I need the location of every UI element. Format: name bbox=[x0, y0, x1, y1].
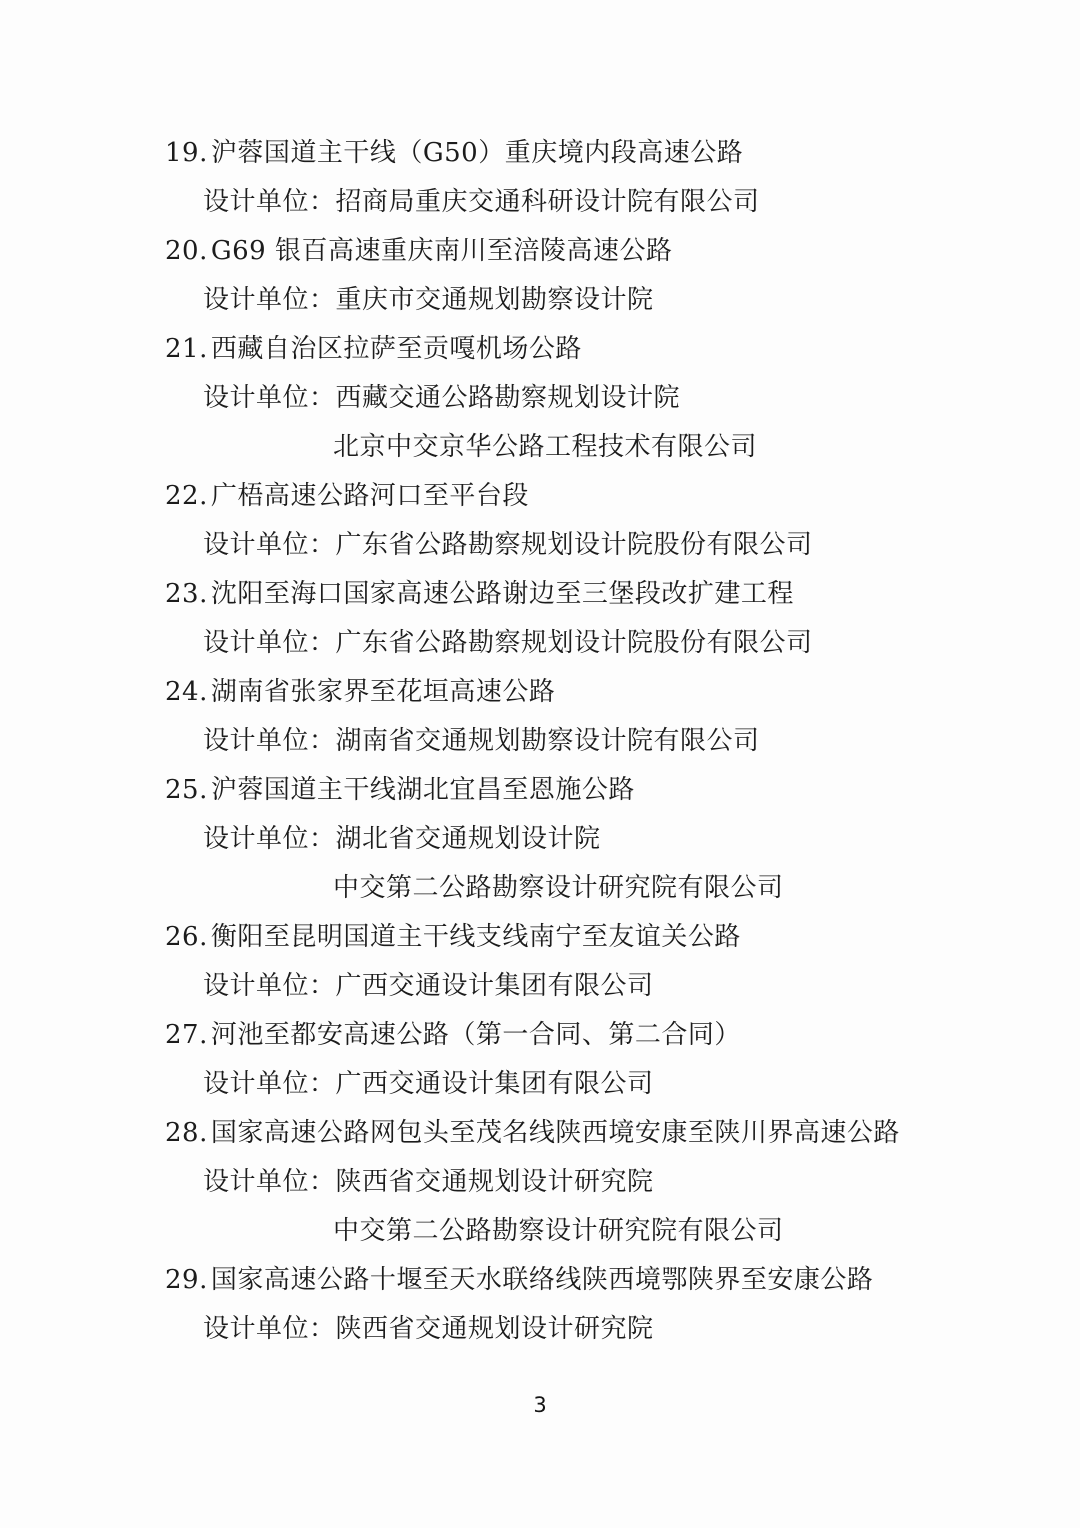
designer-label: 设计单位： bbox=[203, 628, 336, 658]
designer-name: 西藏交通公路勘察规划设计院 bbox=[335, 383, 681, 413]
designer-name: 湖北省交通规划设计院 bbox=[335, 824, 601, 854]
item-number: 29. bbox=[165, 1265, 208, 1295]
project-title-line bbox=[165, 766, 1040, 815]
item-title: 西藏自治区拉萨至贡嘎机场公路 bbox=[210, 334, 582, 364]
designer-continuation-line bbox=[165, 423, 1040, 472]
list-item bbox=[165, 913, 1040, 1011]
item-number: 27. bbox=[165, 1020, 208, 1050]
project-title-line bbox=[165, 1109, 1040, 1158]
project-title-line bbox=[165, 129, 1040, 178]
designer-label: 设计单位： bbox=[203, 726, 336, 756]
item-title: 衡阳至昆明国道主干线支线南宁至友谊关公路 bbox=[210, 922, 741, 952]
project-list bbox=[165, 129, 1040, 1354]
designer-name: 重庆市交通规划勘察设计院 bbox=[335, 285, 654, 315]
list-item bbox=[165, 472, 1040, 570]
list-item bbox=[165, 766, 1040, 913]
project-title-line bbox=[165, 1256, 1040, 1305]
designer-name: 招商局重庆交通科研设计院有限公司 bbox=[335, 187, 760, 217]
item-number: 23. bbox=[165, 579, 208, 609]
item-number: 26. bbox=[165, 922, 208, 952]
list-item bbox=[165, 227, 1040, 325]
designer-line bbox=[165, 619, 1040, 668]
item-title: 沪蓉国道主干线湖北宜昌至恩施公路 bbox=[210, 775, 635, 805]
item-title: 沪蓉国道主干线（G50）重庆境内段高速公路 bbox=[210, 138, 744, 168]
designer-label: 设计单位： bbox=[203, 1167, 336, 1197]
project-title-line bbox=[165, 570, 1040, 619]
designer-line bbox=[165, 815, 1040, 864]
list-item bbox=[165, 1256, 1040, 1354]
designer-continuation-line bbox=[165, 864, 1040, 913]
project-title-line bbox=[165, 913, 1040, 962]
designer-label: 设计单位： bbox=[203, 1069, 336, 1099]
designer-name: 中交第二公路勘察设计研究院有限公司 bbox=[333, 873, 784, 903]
item-title: 国家高速公路网包头至茂名线陕西境安康至陕川界高速公路 bbox=[210, 1118, 900, 1148]
designer-line bbox=[165, 962, 1040, 1011]
designer-name: 广东省公路勘察规划设计院股份有限公司 bbox=[335, 530, 813, 560]
project-title-line bbox=[165, 668, 1040, 717]
item-title: 国家高速公路十堰至天水联络线陕西境鄂陕界至安康公路 bbox=[210, 1265, 874, 1295]
list-item bbox=[165, 129, 1040, 227]
designer-line bbox=[165, 717, 1040, 766]
designer-name: 中交第二公路勘察设计研究院有限公司 bbox=[333, 1216, 784, 1246]
item-number: 24. bbox=[165, 677, 208, 707]
designer-line bbox=[165, 1305, 1040, 1354]
designer-name: 广东省公路勘察规划设计院股份有限公司 bbox=[335, 628, 813, 658]
item-number: 19. bbox=[165, 138, 208, 168]
item-number: 25. bbox=[165, 775, 208, 805]
project-title-line bbox=[165, 472, 1040, 521]
designer-label: 设计单位： bbox=[203, 285, 336, 315]
project-title-line bbox=[165, 325, 1040, 374]
item-number: 20. bbox=[165, 236, 208, 266]
designer-label: 设计单位： bbox=[203, 1314, 336, 1344]
designer-line bbox=[165, 178, 1040, 227]
item-title: 河池至都安高速公路（第一合同、第二合同） bbox=[210, 1020, 741, 1050]
designer-label: 设计单位： bbox=[203, 971, 336, 1001]
designer-continuation-line bbox=[165, 1207, 1040, 1256]
designer-label: 设计单位： bbox=[203, 383, 336, 413]
designer-name: 北京中交京华公路工程技术有限公司 bbox=[333, 432, 758, 462]
item-number: 22. bbox=[165, 481, 208, 511]
item-title: G69 银百高速重庆南川至涪陵高速公路 bbox=[210, 236, 673, 266]
designer-line bbox=[165, 521, 1040, 570]
designer-label: 设计单位： bbox=[203, 530, 336, 560]
designer-line bbox=[165, 1060, 1040, 1109]
item-number: 21. bbox=[165, 334, 208, 364]
list-item bbox=[165, 570, 1040, 668]
page-number: 3 bbox=[533, 1393, 547, 1417]
item-title: 广梧高速公路河口至平台段 bbox=[210, 481, 529, 511]
designer-line bbox=[165, 1158, 1040, 1207]
list-item bbox=[165, 668, 1040, 766]
list-item bbox=[165, 325, 1040, 472]
designer-name: 陕西省交通规划设计研究院 bbox=[335, 1167, 654, 1197]
item-number: 28. bbox=[165, 1118, 208, 1148]
item-title: 湖南省张家界至花垣高速公路 bbox=[210, 677, 556, 707]
designer-label: 设计单位： bbox=[203, 824, 336, 854]
designer-line bbox=[165, 276, 1040, 325]
project-title-line bbox=[165, 1011, 1040, 1060]
designer-name: 广西交通设计集团有限公司 bbox=[335, 971, 654, 1001]
designer-name: 湖南省交通规划勘察设计院有限公司 bbox=[335, 726, 760, 756]
designer-label: 设计单位： bbox=[203, 187, 336, 217]
list-item bbox=[165, 1011, 1040, 1109]
item-title: 沈阳至海口国家高速公路谢边至三堡段改扩建工程 bbox=[210, 579, 794, 609]
designer-name: 广西交通设计集团有限公司 bbox=[335, 1069, 654, 1099]
project-title-line bbox=[165, 227, 1040, 276]
list-item bbox=[165, 1109, 1040, 1256]
designer-name: 陕西省交通规划设计研究院 bbox=[335, 1314, 654, 1344]
designer-line bbox=[165, 374, 1040, 423]
